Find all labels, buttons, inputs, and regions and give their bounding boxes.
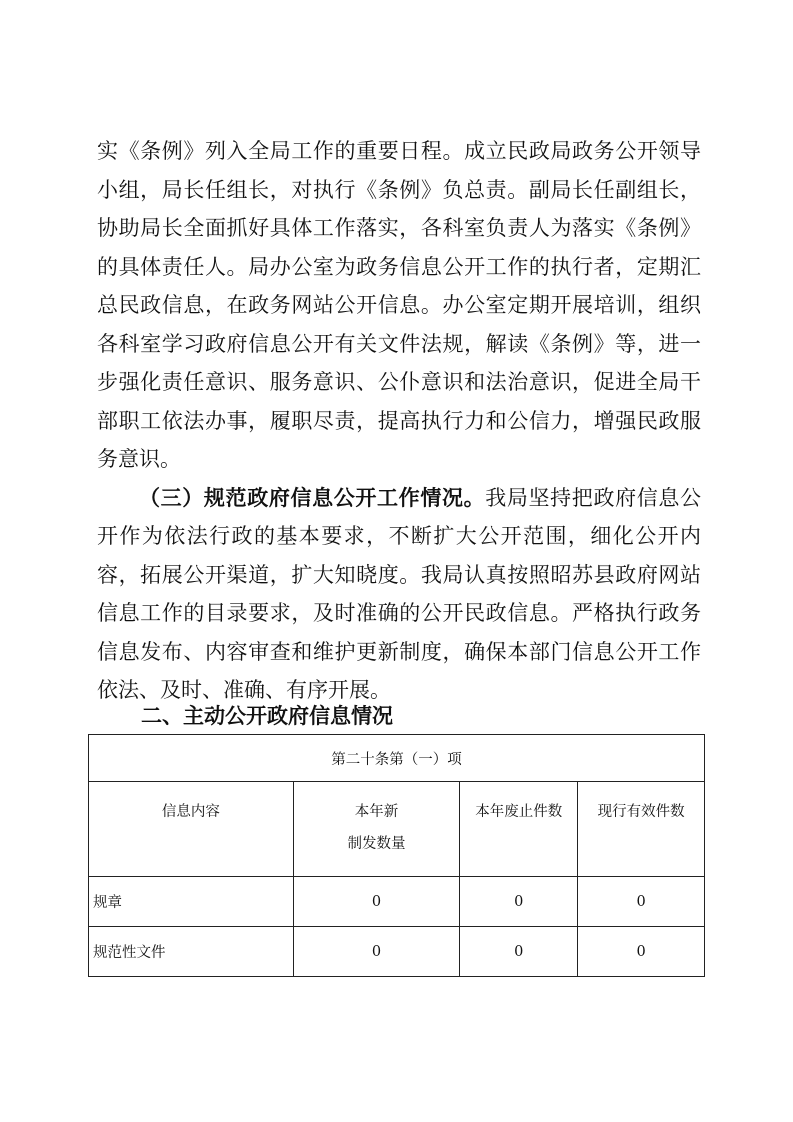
- section-3-heading: （三）规范政府信息公开工作情况。: [139, 485, 486, 510]
- header-abolished-count: 本年废止件数: [460, 782, 578, 877]
- row-name: 规范性文件: [89, 927, 294, 977]
- row-abolished: 0: [460, 877, 578, 927]
- header-new-count-line2: 制发数量: [347, 836, 406, 852]
- table-row: [89, 927, 705, 977]
- row-new: 0: [293, 877, 460, 927]
- table-caption: 第二十条第（一）项: [89, 735, 705, 782]
- table-row: [89, 877, 705, 927]
- row-abolished: 0: [460, 927, 578, 977]
- paragraph-continuation: 实《条例》列入全局工作的重要日程。成立民政局政务公开领导小组，局长任组长，对执行《条例》负总责。副局长任副组长，协助局长全面抓好具体工作落实，各科室负责人为落实《条例》的具体责任人。局办公室为政务信息公开工作的执行者，定期汇总民政信息，在政务网站公开信息。办公室定期开展培训，组织各科室学习政府信息公开有关文件法规，解读《条例》等，进一步强化责任意识、服务意识、公仆意识和法治意识，促进全局干部职工依法办事，履职尽责，提高执行力和公信力，增强民政服务意识。: [97, 139, 701, 471]
- header-valid-count: 现行有效件数: [578, 782, 705, 877]
- header-new-count: [293, 782, 460, 877]
- body-text: [97, 132, 701, 710]
- row-valid: 0: [578, 927, 705, 977]
- section-heading: 二、主动公开政府信息情况: [141, 704, 393, 728]
- paragraph-section-3: [97, 479, 701, 710]
- info-table: [88, 734, 705, 977]
- row-name: 规章: [89, 877, 294, 927]
- header-new-count-line1: 本年新: [354, 804, 399, 820]
- header-info-content: 信息内容: [89, 782, 294, 877]
- row-new: 0: [293, 927, 460, 977]
- row-valid: 0: [578, 877, 705, 927]
- section-3-body: 我局坚持把政府信息公开作为依法行政的基本要求，不断扩大公开范围，细化公开内容，拓展公开渠道，扩大知晓度。我局认真按照昭苏县政府网站信息工作的目录要求，及时准确的公开民政信息。严格执行政务信息发布、内容审查和维护更新制度，确保本部门信息公开工作依法、及时、准确、有序开展。: [97, 485, 702, 702]
